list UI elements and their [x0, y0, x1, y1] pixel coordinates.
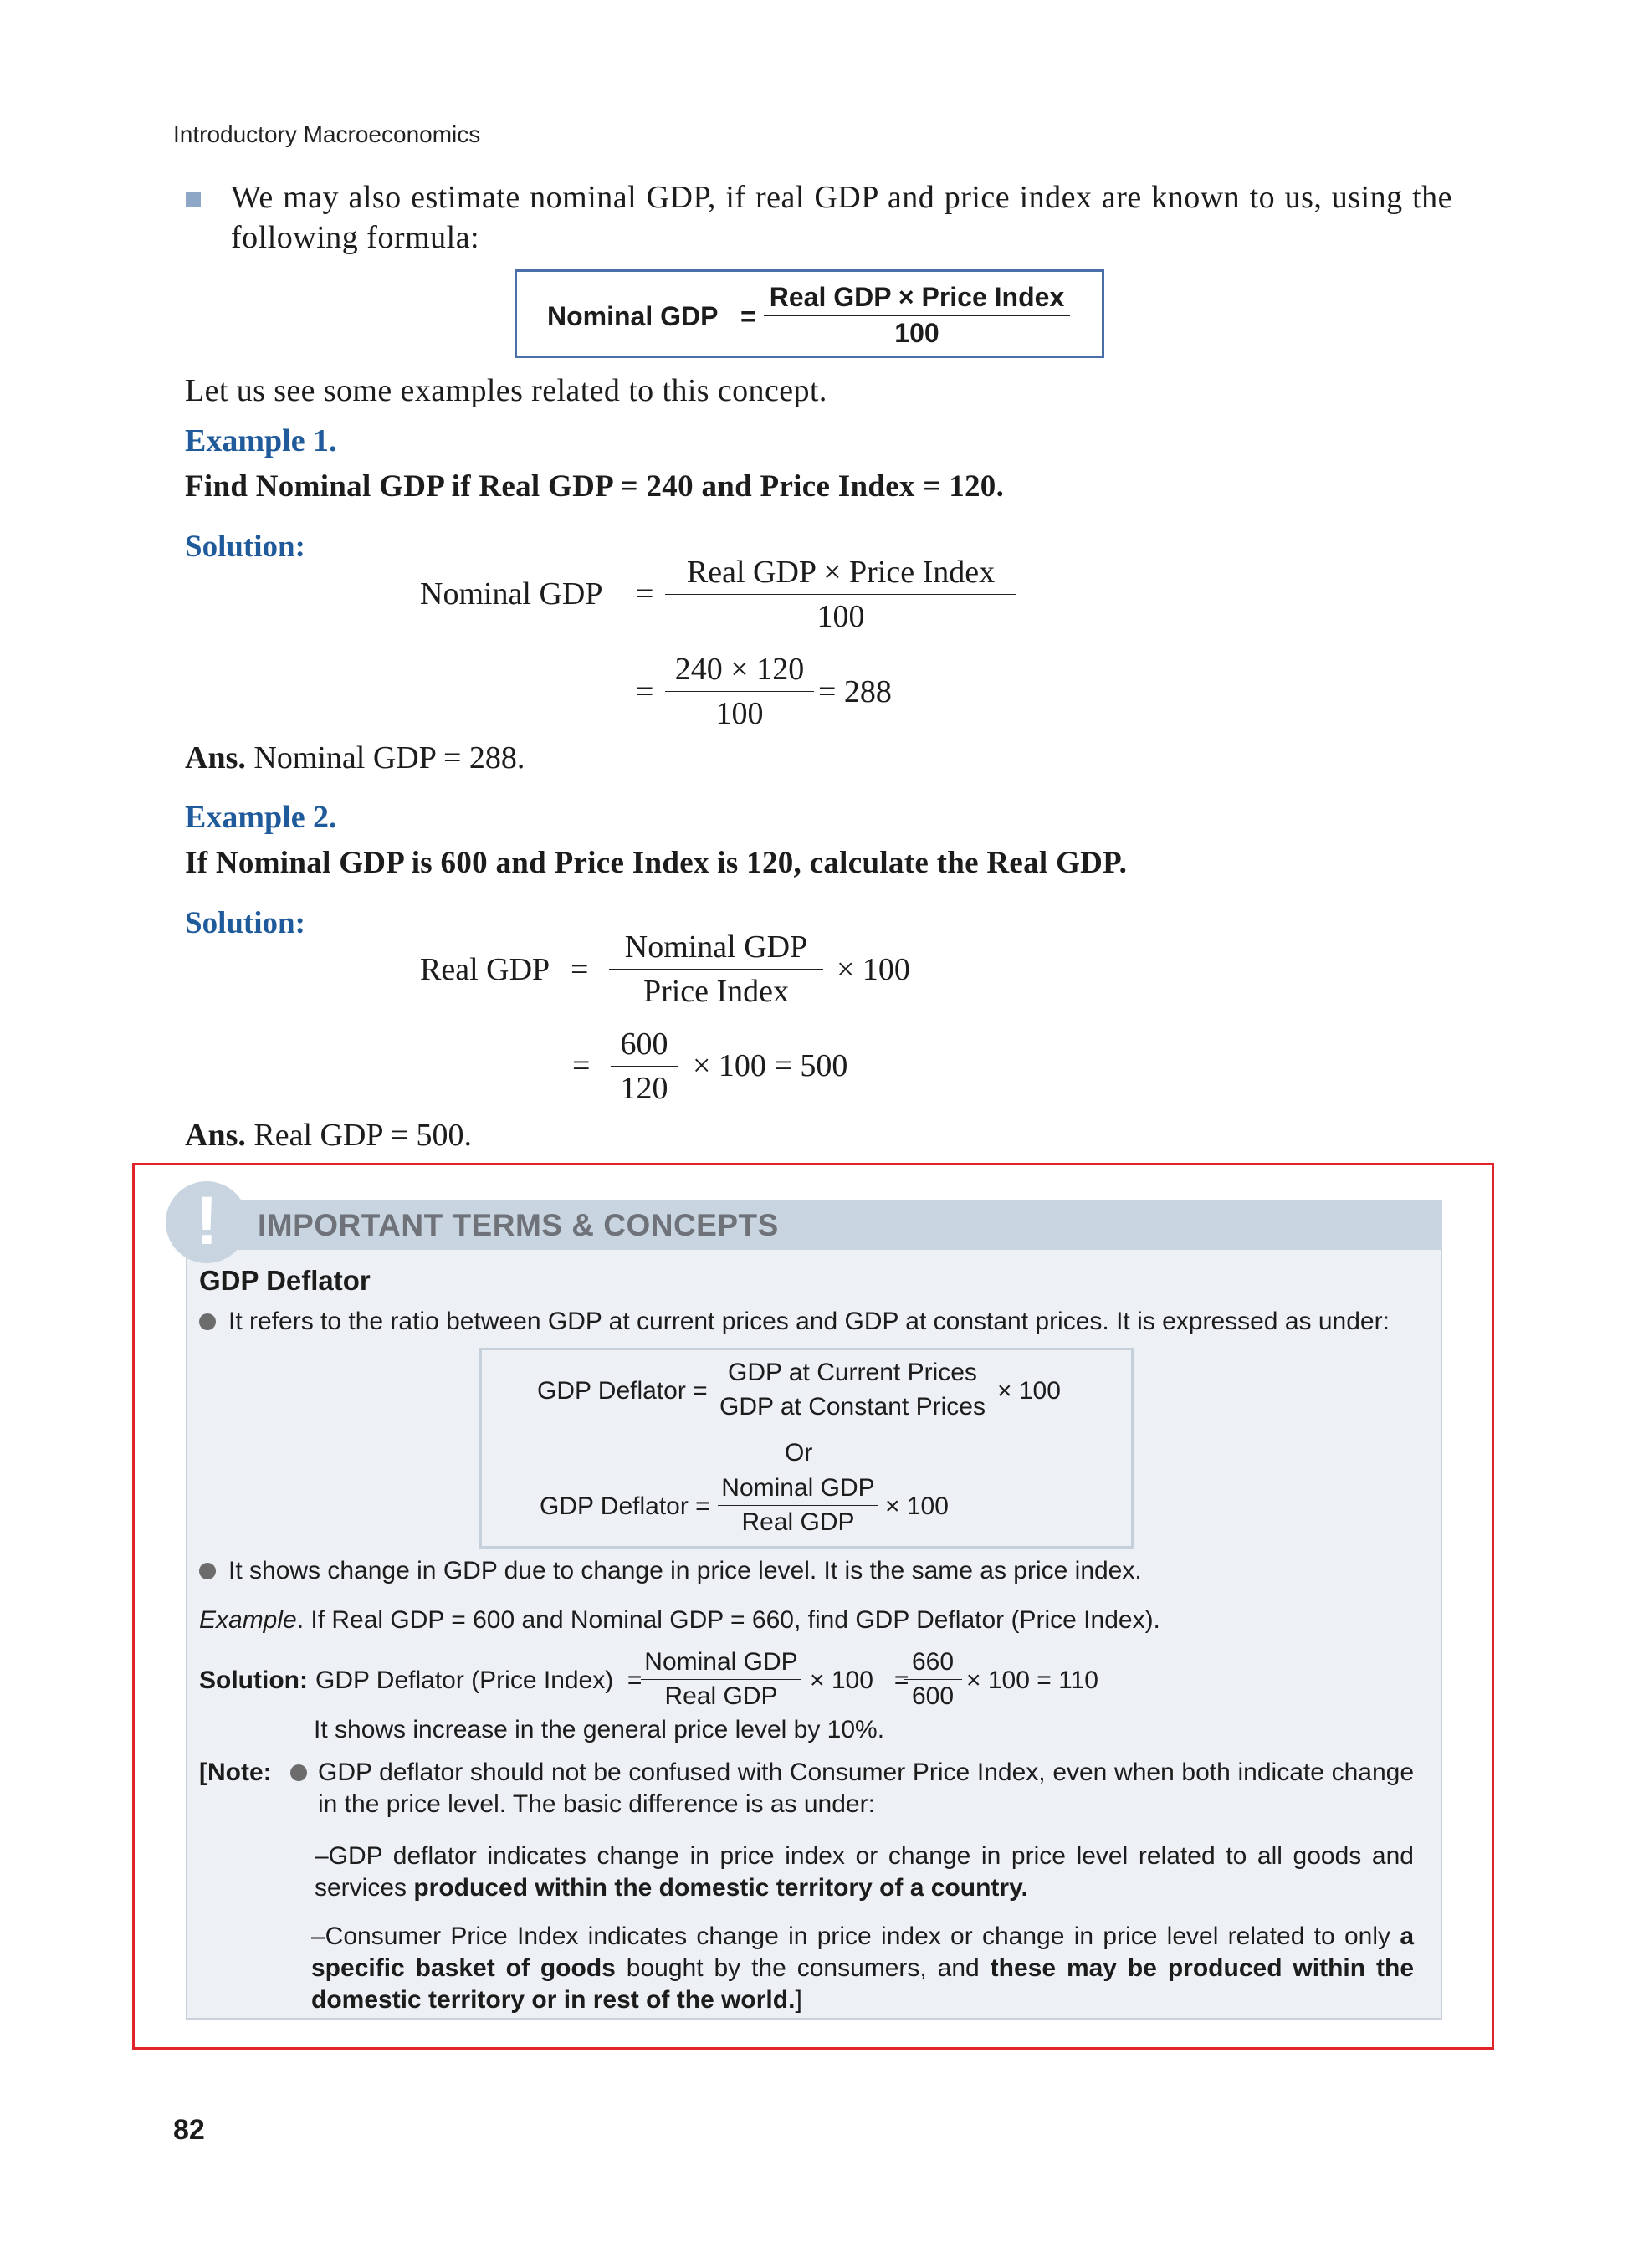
example-text: . If Real GDP = 600 and Nominal GDP = 660, find GDP Deflator (Price Index). [296, 1606, 1160, 1634]
formula-denominator: 100 [894, 318, 939, 348]
answer-label: Ans. [185, 740, 246, 776]
solution-denominator-2: 600 [911, 1682, 955, 1710]
example1-line2-eq: = [636, 674, 654, 709]
solution-numerator-1: Nominal GDP [644, 1648, 798, 1676]
deflator-formula1-tail: × 100 [997, 1377, 1061, 1405]
concept-solution-tail: × 100 = 110 [966, 1666, 1098, 1694]
concept-solution-fraction-2 [904, 1646, 962, 1713]
formula-numerator: Real GDP × Price Index [769, 282, 1065, 312]
deflator-formula2-denominator: Real GDP [741, 1508, 855, 1536]
deflator-formula1-fraction [713, 1357, 992, 1423]
bullet-dot-icon [199, 1563, 216, 1579]
fraction-bar [611, 1066, 678, 1067]
example2-line1-fraction [609, 929, 823, 1010]
example2-question: If Nominal GDP is 600 and Price Index is 120, calculate the Real GDP. [185, 846, 1128, 880]
fraction-bar [641, 1679, 801, 1680]
dash2-end: ] [795, 1986, 802, 2014]
deflator-formula1-lhs: GDP Deflator = [537, 1377, 708, 1405]
example1-answer [185, 740, 525, 776]
example2-line1-denominator: Price Index [642, 974, 790, 1009]
dash2-mid: bought by the consumers, and [615, 1954, 991, 1982]
concept-solution-mid: × 100 = [810, 1666, 909, 1694]
formula-fraction [764, 282, 1070, 349]
formula-equals: = [740, 301, 756, 331]
example1-line2-fraction [665, 651, 814, 732]
example-label: Example [199, 1606, 297, 1634]
term-heading: GDP Deflator [199, 1265, 371, 1296]
examples-lead: Let us see some examples related to this concept. [185, 373, 827, 408]
example2-heading: Example 2. [185, 800, 337, 835]
example2-line2-numerator: 600 [620, 1026, 668, 1062]
concept-bullet-2: It shows change in GDP due to change in price level. It is the same as price index. [228, 1557, 1142, 1585]
answer-label: Ans. [185, 1118, 246, 1153]
example2-line1-eq: = [571, 952, 589, 987]
example1-line1-lhs: Nominal GDP [420, 576, 603, 612]
example1-heading: Example 1. [185, 423, 337, 458]
deflator-formula2-numerator: Nominal GDP [721, 1474, 875, 1502]
bullet-dot-icon [290, 1764, 307, 1781]
dash1-bold: produced within the domestic territory of a country. [413, 1874, 1028, 1902]
answer-text: Nominal GDP = 288. [253, 740, 525, 776]
running-header: Introductory Macroeconomics [173, 121, 481, 147]
example2-answer [185, 1117, 472, 1154]
note-dash-2 [311, 1921, 1414, 2016]
deflator-formula1-denominator: GDP at Constant Prices [719, 1393, 986, 1421]
dash2-bold-1: a specific basket of goods [311, 1922, 1414, 1982]
example2-line1-lhs: Real GDP [420, 952, 550, 987]
example2-line2-tail: × 100 = 500 [693, 1048, 848, 1083]
deflator-formula2-tail: × 100 [885, 1492, 949, 1520]
page-number: 82 [173, 2114, 205, 2146]
fraction-bar [609, 969, 823, 970]
note-text: GDP deflator should not be confused with Consumer Price Index, even when both indicate change in the price level. The basic difference is as under: [318, 1759, 1414, 1818]
example1-solution-label: Solution: [185, 530, 305, 564]
deflator-formula1-numerator: GDP at Current Prices [728, 1359, 977, 1386]
solution-denominator-1: Real GDP [664, 1682, 778, 1710]
deflator-formula2-fraction [718, 1472, 878, 1538]
note-dash-1 [315, 1841, 1414, 1904]
dash1-text: –GDP deflator indicates change in price index or change in price level related to all goods and services [315, 1842, 1414, 1902]
concept-solution-label: Solution: [199, 1666, 308, 1694]
concept-solution-fraction-1 [641, 1646, 801, 1713]
example1-line1-numerator: Real GDP × Price Index [686, 555, 996, 590]
example2-solution-label: Solution: [185, 906, 305, 940]
example2-line1-tail: × 100 [837, 952, 910, 987]
formula-or: Or [785, 1439, 813, 1467]
solution-numerator-2: 660 [911, 1648, 955, 1676]
bullet-dot-icon [199, 1313, 216, 1330]
answer-text: Real GDP = 500. [253, 1118, 473, 1153]
example1-line1-denominator: 100 [817, 599, 865, 634]
example2-line1-numerator: Nominal GDP [624, 929, 808, 965]
concept-bullet-1: It refers to the ratio between GDP at current prices and GDP at constant prices. It is expressed as under: [228, 1308, 1390, 1335]
example2-line2-denominator: 120 [620, 1071, 668, 1106]
dash2-bold-2: these may be produced within the domestic territory or in rest of the world. [311, 1954, 1415, 2014]
exclamation-icon [166, 1181, 248, 1263]
example2-line2-eq: = [572, 1048, 591, 1083]
note-label: [Note: [199, 1759, 272, 1786]
example1-question: Find Nominal GDP if Real GDP = 240 and Price Index = 120. [185, 469, 1005, 504]
example1-line2-denominator: 100 [715, 696, 764, 731]
fraction-bar [764, 315, 1070, 316]
intro-bullet-text: We may also estimate nominal GDP, if real GDP and price index are known to us, using the following formula: [231, 180, 1452, 255]
concept-example [199, 1605, 1160, 1636]
nominal-gdp-formula-box [515, 269, 1104, 358]
fraction-bar [665, 594, 1016, 595]
example2-line2-fraction [611, 1026, 678, 1107]
fraction-bar [904, 1679, 962, 1680]
formula-lhs: Nominal GDP [547, 301, 719, 331]
exclamation-glyph: ! [195, 1183, 218, 1259]
example1-line1-eq: = [636, 576, 654, 612]
example1-line1-fraction [665, 554, 1016, 635]
fraction-bar [718, 1505, 878, 1506]
square-bullet-icon [186, 192, 201, 207]
deflator-formula2-lhs: GDP Deflator = [540, 1492, 710, 1520]
important-terms-title: IMPORTANT TERMS & CONCEPTS [258, 1208, 779, 1242]
fraction-bar [665, 691, 814, 692]
example1-line2-numerator: 240 × 120 [674, 652, 805, 687]
example1-line2-result: = 288 [818, 674, 892, 709]
increase-text: It shows increase in the general price level by 10%. [314, 1716, 885, 1743]
dash2-text: –Consumer Price Index indicates change in price index or change in price level related to only [311, 1922, 1400, 1950]
concept-solution-lhs: GDP Deflator (Price Index) = [315, 1666, 642, 1694]
